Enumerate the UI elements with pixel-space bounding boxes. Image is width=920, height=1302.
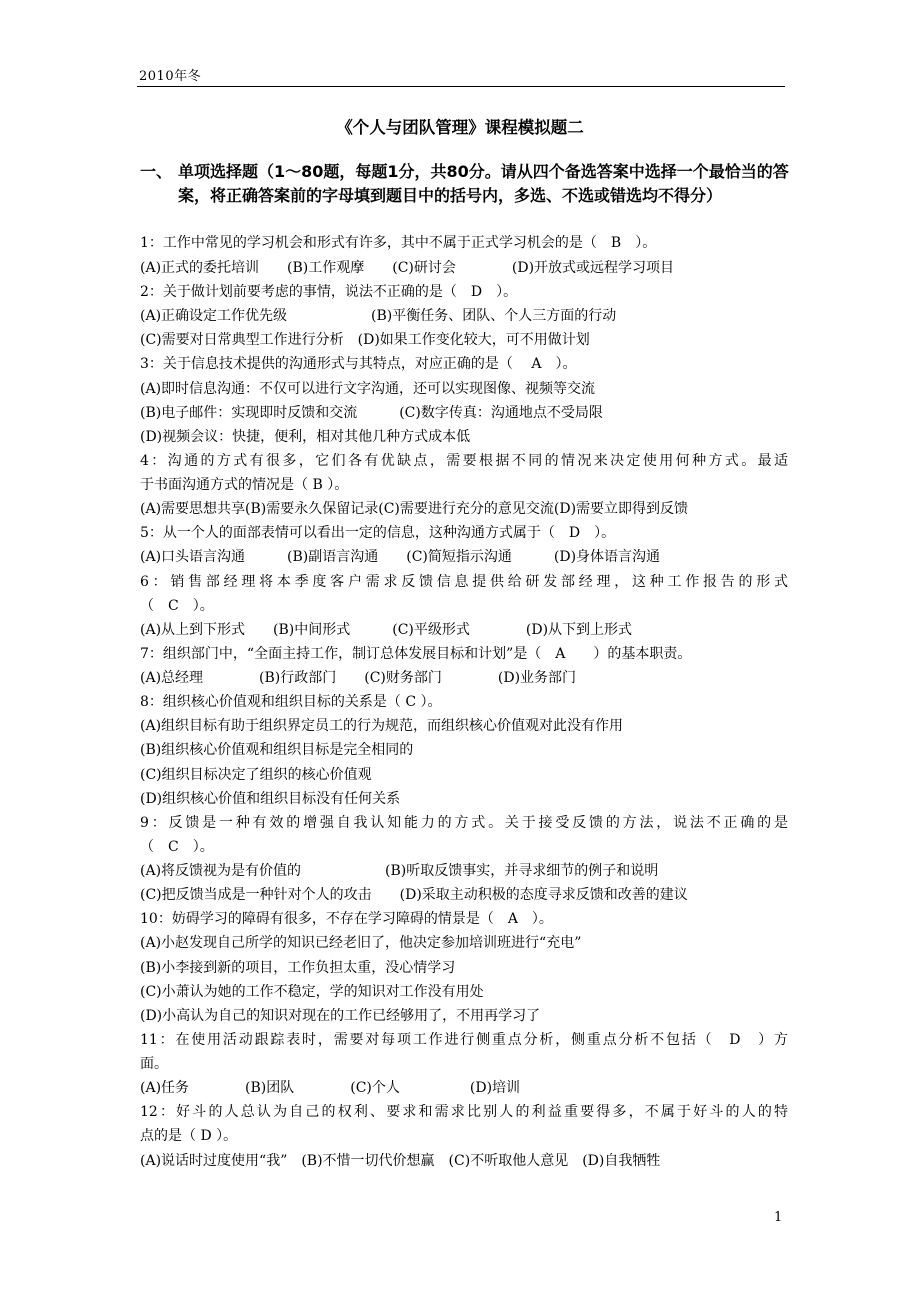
question-11-cont: 面。 — [140, 1056, 168, 1072]
question-10-option-d: (D)小高认为自己的知识对现在的工作已经够用了，不用再学习了 — [140, 1008, 541, 1024]
header-label: 2010年冬 — [139, 69, 202, 84]
question-2-options-cd: (C)需要对日常典型工作进行分析 (D)如果工作变化较大，可不用做计划 — [140, 332, 590, 348]
question-4: 4：沟通的方式有很多，它们各有优缺点，需要根据不同的情况来决定使用何种方式。最适 — [140, 453, 788, 469]
question-9-options-ab: (A)将反馈视为是有价值的 (B)听取反馈事实，并寻求细节的例子和说明 — [140, 863, 659, 879]
document-title: 《个人与团队管理》课程模拟题二 — [336, 118, 584, 137]
question-1-options: (A)正式的委托培训 (B)工作观摩 (C)研讨会 (D)开放式或远程学习项目 — [140, 260, 675, 276]
question-9-options-cd: (C)把反馈当成是一种针对个人的攻击 (D)采取主动积极的态度寻求反馈和改善的建议 — [140, 887, 688, 903]
question-2: 2：关于做计划前要考虑的事情，说法不正确的是（ D ）。 — [140, 284, 518, 300]
question-3: 3：关于信息技术提供的沟通形式与其特点，对应正确的是（ A ）。 — [140, 356, 577, 372]
question-4-cont: 于书面沟通方式的情况是（ B ）。 — [140, 477, 349, 493]
question-10: 10：妨碍学习的障碍有很多，不存在学习障碍的情景是（ A ）。 — [140, 911, 553, 927]
question-5: 5：从一个人的面部表情可以看出一定的信息，这种沟通方式属于（ D ）。 — [140, 525, 616, 541]
question-11-options: (A)任务 (B)团队 (C)个人 (D)培训 — [140, 1080, 521, 1096]
question-10-option-b: (B)小李接到新的项目，工作负担太重，没心情学习 — [140, 960, 456, 976]
question-6: 6：销售部经理将本季度客户需求反馈信息提供给研发部经理，这种工作报告的形式 — [140, 574, 788, 590]
question-8-option-c: (C)组织目标决定了组织的核心价值观 — [140, 767, 372, 783]
question-9-cont: （ C ）。 — [140, 839, 214, 855]
question-11: 11：在使用活动跟踪表时，需要对每项工作进行侧重点分析，侧重点分析不包括（ D ）方 — [140, 1032, 788, 1048]
question-10-option-c: (C)小萧认为她的工作不稳定，学的知识对工作没有用处 — [140, 984, 484, 1000]
question-5-options: (A)口头语言沟通 (B)副语言沟通 (C)简短指示沟通 (D)身体语言沟通 — [140, 549, 661, 565]
question-3-option-d: (D)视频会议：快捷，便利，相对其他几种方式成本低 — [140, 429, 471, 445]
section-heading-text: 单项选择题（1～80题，每题1分，共80分。请从四个备选答案中选择一个最恰当的答案，将正确答案前的字母填到题目中的括号内，多选、不选或错选均不得分） — [178, 162, 789, 205]
question-3-options-bc: (B)电子邮件：实现即时反馈和交流 (C)数字传真：沟通地点不受局限 — [140, 405, 603, 421]
question-8-option-a: (A)组织目标有助于组织界定员工的行为规范，而组织核心价值观对此没有作用 — [140, 718, 624, 734]
question-6-cont: （ C ）。 — [140, 598, 214, 614]
question-12-options: (A)说话时过度使用“我” (B)不惜一切代价想赢 (C)不听取他人意见 (D)自我牺牲 — [140, 1153, 661, 1169]
question-8-option-d: (D)组织核心价值和组织目标没有任何关系 — [140, 791, 401, 807]
question-7: 7：组织部门中，“全面主持工作，制订总体发展目标和计划”是（ A ）的基本职责。 — [140, 646, 692, 662]
section-number: 一、 — [140, 162, 173, 181]
section-heading — [140, 160, 790, 208]
question-8-option-b: (B)组织核心价值观和组织目标是完全相同的 — [140, 742, 414, 758]
question-9: 9：反馈是一种有效的增强自我认知能力的方式。关于接受反馈的方法，说法不正确的是 — [140, 815, 788, 831]
question-8: 8：组织核心价值观和组织目标的关系是（ C ）。 — [140, 694, 442, 710]
question-6-options: (A)从上到下形式 (B)中间形式 (C)平级形式 (D)从下到上形式 — [140, 622, 633, 638]
question-12: 12：好斗的人总认为自己的权利、要求和需求比别人的利益重要得多，不属于好斗的人的特 — [140, 1104, 788, 1120]
question-4-options: (A)需要思想共享(B)需要永久保留记录(C)需要进行充分的意见交流(D)需要立即得到反馈 — [140, 501, 689, 517]
question-10-option-a: (A)小赵发现自己所学的知识已经老旧了，他决定参加培训班进行“充电” — [140, 935, 582, 951]
question-12-cont: 点的是（ D ）。 — [140, 1128, 238, 1144]
question-7-options: (A)总经理 (B)行政部门 (C)财务部门 (D)业务部门 — [140, 670, 577, 686]
page-number: 1 — [774, 1210, 783, 1225]
header-rule — [137, 86, 785, 87]
question-1: 1：工作中常见的学习机会和形式有许多，其中不属于正式学习机会的是（ B ）。 — [140, 235, 657, 251]
question-2-options-ab: (A)正确设定工作优先级 (B)平衡任务、团队、个人三方面的行动 — [140, 308, 617, 324]
question-3-option-a: (A)即时信息沟通：不仅可以进行文字沟通，还可以实现图像、视频等交流 — [140, 381, 596, 397]
